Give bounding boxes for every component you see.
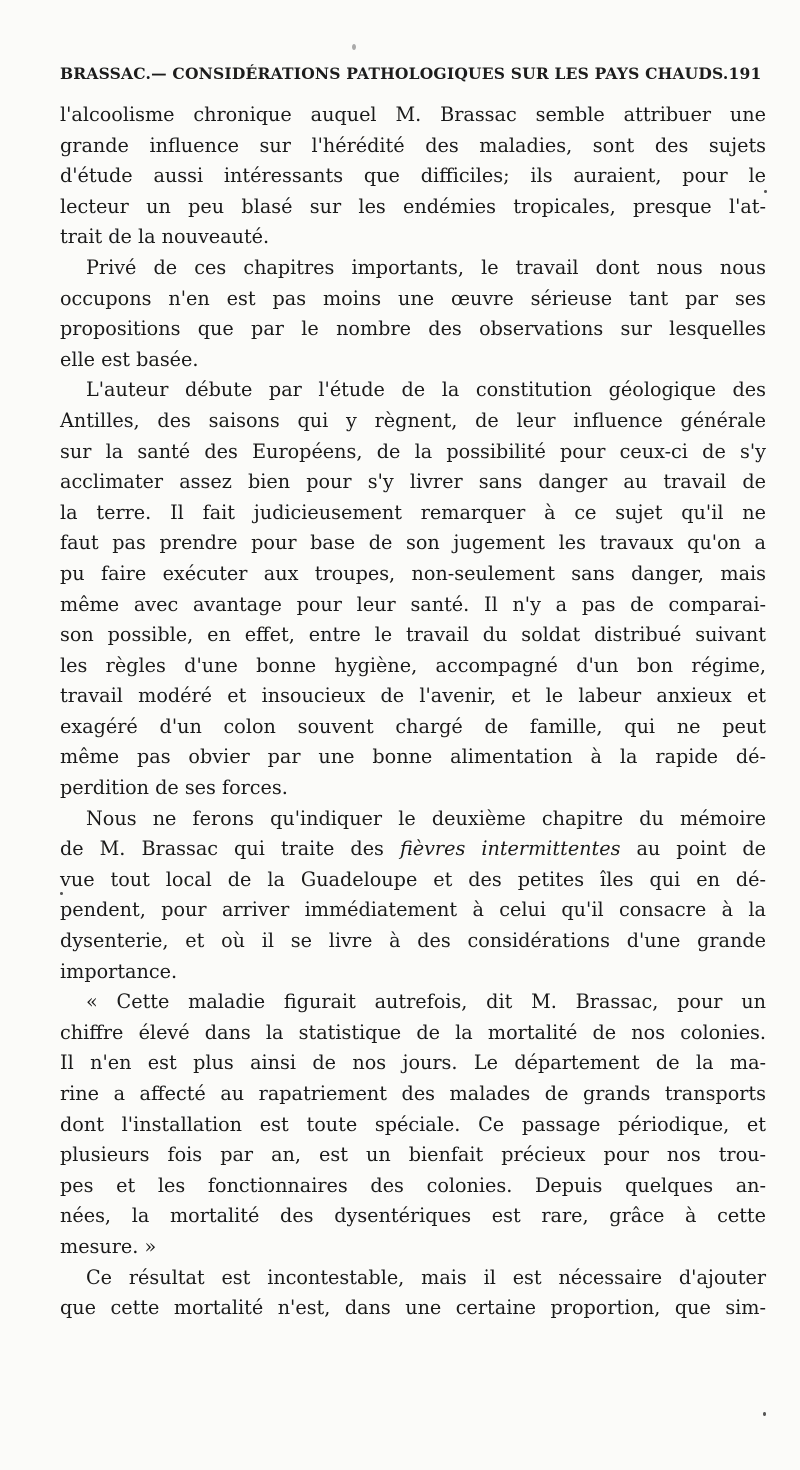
scan-speck <box>352 44 356 50</box>
text-line: mesure. » <box>60 1234 157 1258</box>
text-line: lecteur un peu blasé sur les endémies tropicales, presque l'at- <box>60 194 766 218</box>
text-line: grande influence sur l'hérédité des maladies, sont des sujets <box>60 133 766 157</box>
text-line: nées, la mortalité des dysentériques est rare, grâce à cette <box>60 1204 766 1228</box>
text-line: vue tout local de la Guadeloupe et des petites îles qui en dé- <box>60 867 766 891</box>
text-line: acclimater assez bien pour s'y livrer sans danger au travail de <box>60 470 766 494</box>
body-text <box>60 100 766 1324</box>
text-line: perdition de ses forces. <box>60 776 288 800</box>
text-line: Ce résultat est incontestable, mais il est nécessaire d'ajouter <box>86 1265 766 1289</box>
scan-speck <box>763 1412 766 1416</box>
text-line: d'étude aussi intéressants que difficiles; ils auraient, pour le <box>60 164 766 188</box>
text-line: dysenterie, et où il se livre à des considérations d'une grande <box>60 929 766 953</box>
text-line: faut pas prendre pour base de son jugement les travaux qu'on a <box>60 531 766 555</box>
text-segment: de M. Brassac qui traite des <box>60 837 400 861</box>
text-line: Nous ne ferons qu'indiquer le deuxième chapitre du mémoire <box>86 806 766 830</box>
text-line: importance. <box>60 959 178 983</box>
running-title: BRASSAC.— CONSIDÉRATIONS PATHOLOGIQUES SUR LES PAYS CHAUDS. <box>60 64 729 83</box>
text-line: Antilles, des saisons qui y règnent, de leur influence générale <box>60 408 766 432</box>
text-line: pes et les fonctionnaires des colonies. Depuis quelques an- <box>60 1173 766 1197</box>
text-line: dont l'installation est toute spéciale. Ce passage périodique, et <box>60 1112 766 1136</box>
text-line: même avec avantage pour leur santé. Il n'y a pas de comparai- <box>60 592 766 616</box>
text-line: que cette mortalité n'est, dans une certaine proportion, que sim- <box>60 1296 766 1320</box>
text-line: Privé de ces chapitres importants, le travail dont nous nous <box>86 255 766 279</box>
page-number: 191 <box>728 64 762 83</box>
text-line: L'auteur débute par l'étude de la constitution géologique des <box>86 378 766 402</box>
text-line: rine a affecté au rapatriement des malades de grands transports <box>60 1082 766 1105</box>
italic-term: fièvres intermittentes <box>399 837 621 861</box>
text-line: Il n'en est plus ainsi de nos jours. Le département de la ma- <box>60 1051 766 1075</box>
text-line: la terre. Il fait judicieusement remarquer à ce sujet qu'il ne <box>60 500 766 524</box>
scan-speck <box>764 190 767 193</box>
text-line: exagéré d'un colon souvent chargé de famille, qui ne peut <box>60 714 766 738</box>
running-header <box>60 64 760 83</box>
text-line <box>60 834 766 865</box>
text-segment: au point de <box>620 837 767 861</box>
text-line: travail modéré et insoucieux de l'avenir, et le labeur anxieux et <box>60 684 766 708</box>
text-line: son possible, en effet, entre le travail du soldat distribué suivant <box>60 623 766 647</box>
text-line: les règles d'une bonne hygiène, accompagné d'un bon régime, <box>60 653 766 677</box>
text-line: propositions que par le nombre des observations sur lesquelles <box>60 317 766 341</box>
scan-speck <box>60 892 63 895</box>
text-line: même pas obvier par une bonne alimentation à la rapide dé- <box>60 745 766 769</box>
text-line: elle est basée. <box>60 347 199 371</box>
text-line: « Cette maladie figurait autrefois, dit M. Brassac, pour un <box>86 990 766 1014</box>
text-line: occupons n'en est pas moins une œuvre sérieuse tant par ses <box>60 286 766 310</box>
text-line: trait de la nouveauté. <box>60 225 270 249</box>
text-line: pu faire exécuter aux troupes, non-seulement sans danger, mais <box>60 561 766 585</box>
text-line: plusieurs fois par an, est un bienfait précieux pour nos trou- <box>60 1143 766 1167</box>
text-line: chiffre élevé dans la statistique de la mortalité de nos colonies. <box>60 1020 766 1044</box>
text-line: sur la santé des Européens, de la possibilité pour ceux-ci de s'y <box>60 439 766 463</box>
text-line: pendent, pour arriver immédiatement à celui qu'il consacre à la <box>60 898 766 922</box>
text-line: l'alcoolisme chronique auquel M. Brassac semble attribuer une <box>60 103 766 126</box>
